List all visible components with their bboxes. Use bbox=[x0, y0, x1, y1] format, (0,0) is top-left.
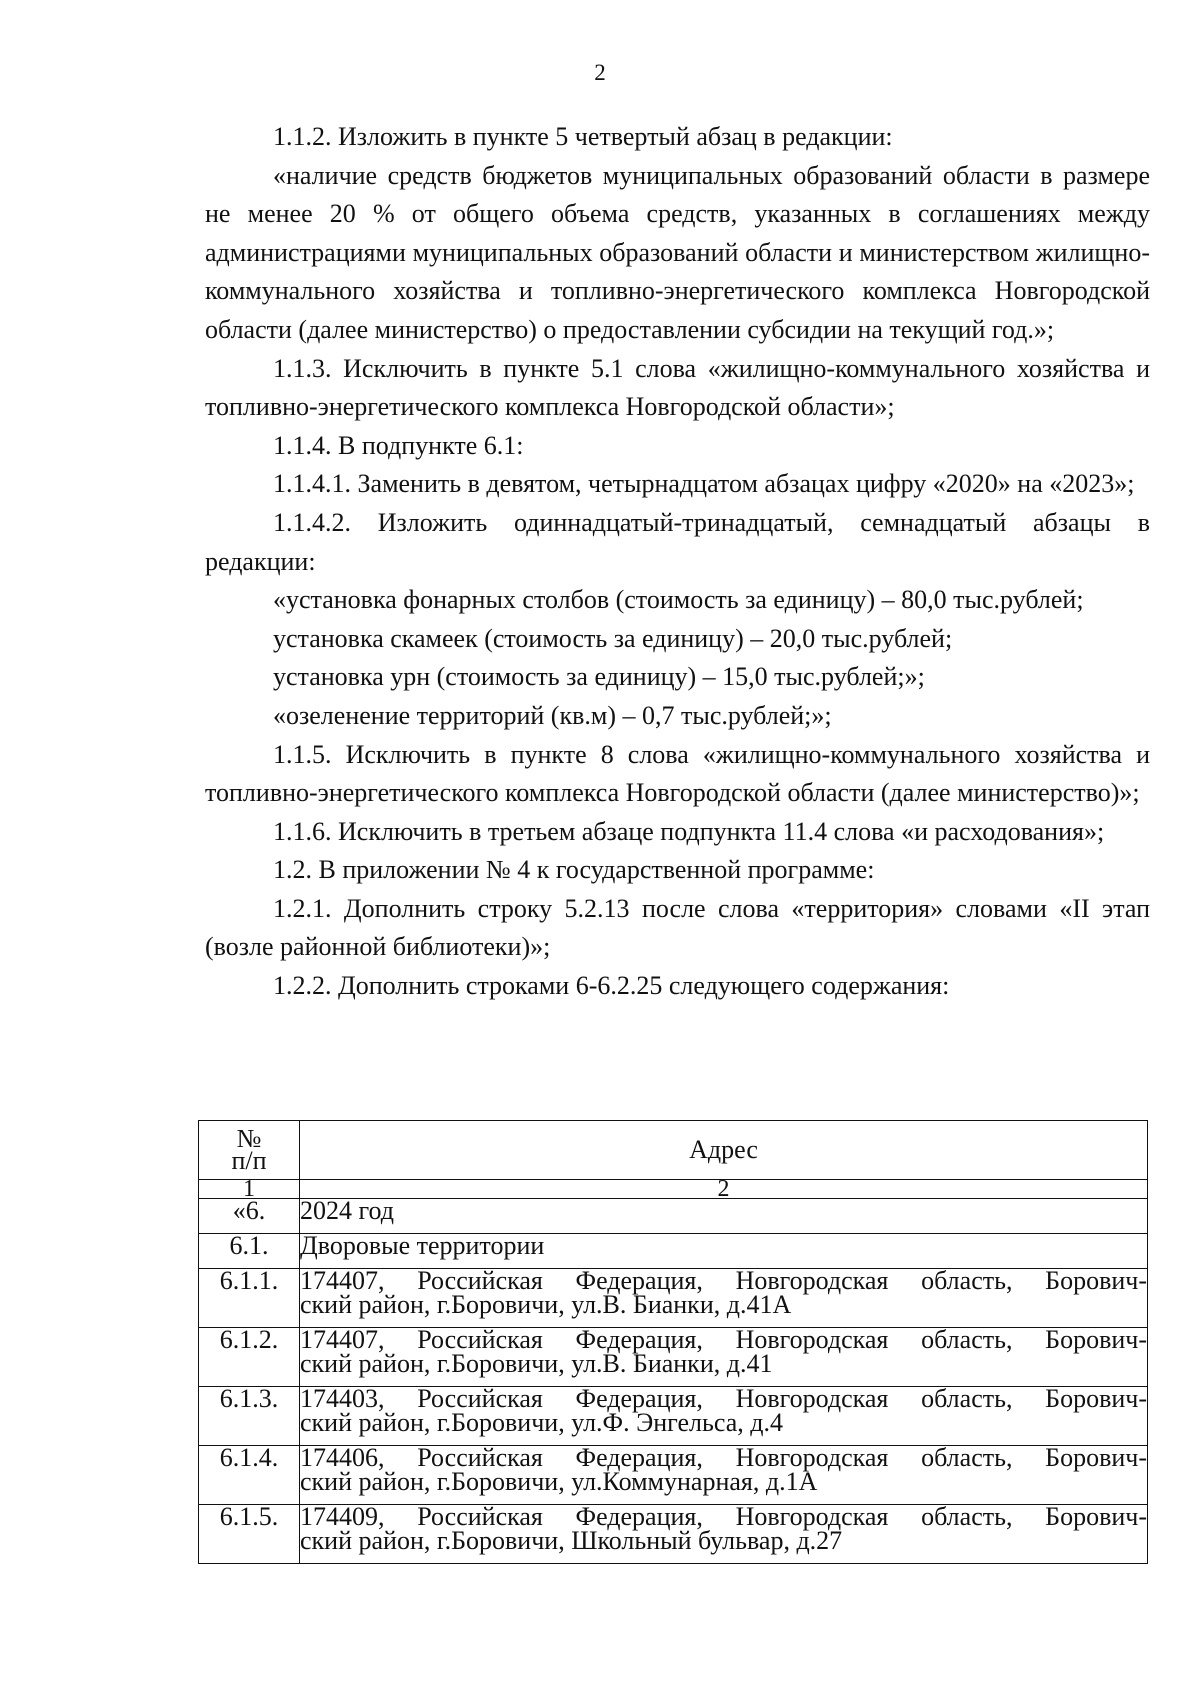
row-address bbox=[300, 1266, 1148, 1328]
row-number: 6.1. bbox=[199, 1234, 300, 1269]
index-col-2: 2 bbox=[300, 1180, 1148, 1199]
table-row bbox=[199, 1387, 1148, 1446]
paragraph-1-2: 1.2. В приложении № 4 к государственной программе: bbox=[273, 855, 875, 885]
row-address: Дворовые территории bbox=[300, 1234, 1148, 1269]
row-address-line-1: 174407, Российская Федерация, Новгородская область, Борович- bbox=[300, 1266, 1147, 1295]
table-row bbox=[199, 1199, 1148, 1234]
paragraph-1-1-3: 1.1.3. Исключить в пункте 5.1 слова «жилищно-коммунального хозяйства и топливно-энергетического комплекса Новгородской области»; bbox=[205, 353, 1150, 422]
header-number-label: п/п bbox=[231, 1146, 267, 1175]
row-address-line-1: 174409, Российская Федерация, Новгородская область, Борович- bbox=[300, 1502, 1147, 1531]
row-number: «6. bbox=[199, 1199, 300, 1234]
row-address-line-2: ский район, г.Боровичи, ул.В. Бианки, д.41А bbox=[300, 1290, 792, 1319]
row-address: 2024 год bbox=[300, 1199, 1148, 1234]
address-table bbox=[198, 1120, 1148, 1564]
paragraph-1-2-2: 1.2.2. Дополнить строками 6-6.2.25 следующего содержания: bbox=[273, 971, 950, 1001]
row-number: 6.1.5. bbox=[199, 1505, 300, 1564]
header-number-cell bbox=[199, 1121, 300, 1180]
row-address-line-2: ский район, г.Боровичи, ул.Ф. Энгельса, д.4 bbox=[300, 1408, 783, 1437]
row-number: 6.1.1. bbox=[199, 1269, 300, 1328]
header-number-sign: № bbox=[236, 1124, 262, 1153]
row-address-line-2: ский район, г.Боровичи, Школьный бульвар, д.27 bbox=[300, 1526, 843, 1555]
paragraph-1-1-2: 1.1.2. Изложить в пункте 5 четвертый абзац в редакции: bbox=[273, 122, 893, 151]
paragraph-1-1-4: 1.1.4. В подпункте 6.1: bbox=[273, 430, 524, 460]
paragraph-1-1-4-2: 1.1.4.2. Изложить одиннадцатый-тринадцатый, семнадцатый абзацы в редакции: bbox=[205, 507, 1150, 576]
row-number: 6.1.4. bbox=[199, 1446, 300, 1505]
table-row bbox=[199, 1328, 1148, 1387]
paragraph-lamp-posts: «установка фонарных столбов (стоимость за единицу) – 80,0 тыс.рублей; bbox=[273, 585, 1084, 615]
row-address-line-2: ский район, г.Боровичи, ул.Коммунарная, д.1А bbox=[300, 1467, 818, 1496]
paragraph-benches: установка скамеек (стоимость за единицу) – 20,0 тыс.рублей; bbox=[273, 623, 953, 653]
table-row bbox=[199, 1446, 1148, 1505]
paragraph-1-1-5: 1.1.5. Исключить в пункте 8 слова «жилищно-коммунального хозяйства и топливно-энергетического комплекса Новгородской области (далее министерство)»; bbox=[205, 739, 1150, 808]
paragraph-1-2-1: 1.2.1. Дополнить строку 5.2.13 после слова «территория» словами «II этап (возле районной библиотеки)»; bbox=[205, 893, 1150, 962]
row-number: 6.1.3. bbox=[199, 1387, 300, 1446]
page-number: 2 bbox=[594, 60, 606, 85]
row-address-line-1: 174407, Российская Федерация, Новгородская область, Борович- bbox=[300, 1325, 1147, 1354]
paragraph-1-1-6: 1.1.6. Исключить в третьем абзаце подпункта 11.4 слова «и расходования»; bbox=[273, 816, 1105, 846]
index-col-1: 1 bbox=[199, 1180, 300, 1199]
table-row bbox=[199, 1234, 1148, 1269]
row-address bbox=[300, 1384, 1148, 1446]
row-address-line-2: ский район, г.Боровичи, ул.В. Бианки, д.41 bbox=[300, 1349, 773, 1378]
table-row bbox=[199, 1269, 1148, 1328]
row-address-line-1: 174406, Российская Федерация, Новгородская область, Борович- bbox=[300, 1443, 1147, 1472]
row-address-line-1: 174403, Российская Федерация, Новгородская область, Борович- bbox=[300, 1384, 1147, 1413]
table-row bbox=[199, 1505, 1148, 1564]
header-address-cell: Адрес bbox=[300, 1121, 1148, 1180]
paragraph-greening: «озеленение территорий (кв.м) – 0,7 тыс.рублей;»; bbox=[273, 700, 832, 730]
table-header-row bbox=[199, 1121, 1148, 1180]
row-address bbox=[300, 1443, 1148, 1505]
row-address bbox=[300, 1325, 1148, 1387]
paragraph-quote-funding: «наличие средств бюджетов муниципальных образований области в размере не менее 20 % от общего объема средств, указанных в соглашениях между администрациями муниципальных образований области и министерством жилищно-коммунального хозяйства и топливно-энергетического комплекса Новгородской области (далее министерство) о предоставлении субсидии на текущий год.»; bbox=[205, 160, 1150, 344]
row-number: 6.1.2. bbox=[199, 1328, 300, 1387]
document-body bbox=[205, 118, 1150, 1006]
paragraph-bins: установка урн (стоимость за единицу) – 15,0 тыс.рублей;»; bbox=[273, 662, 925, 692]
paragraph-1-1-4-1: 1.1.4.1. Заменить в девятом, четырнадцатом абзацах цифру «2020» на «2023»; bbox=[273, 469, 1135, 499]
row-address bbox=[300, 1502, 1148, 1564]
